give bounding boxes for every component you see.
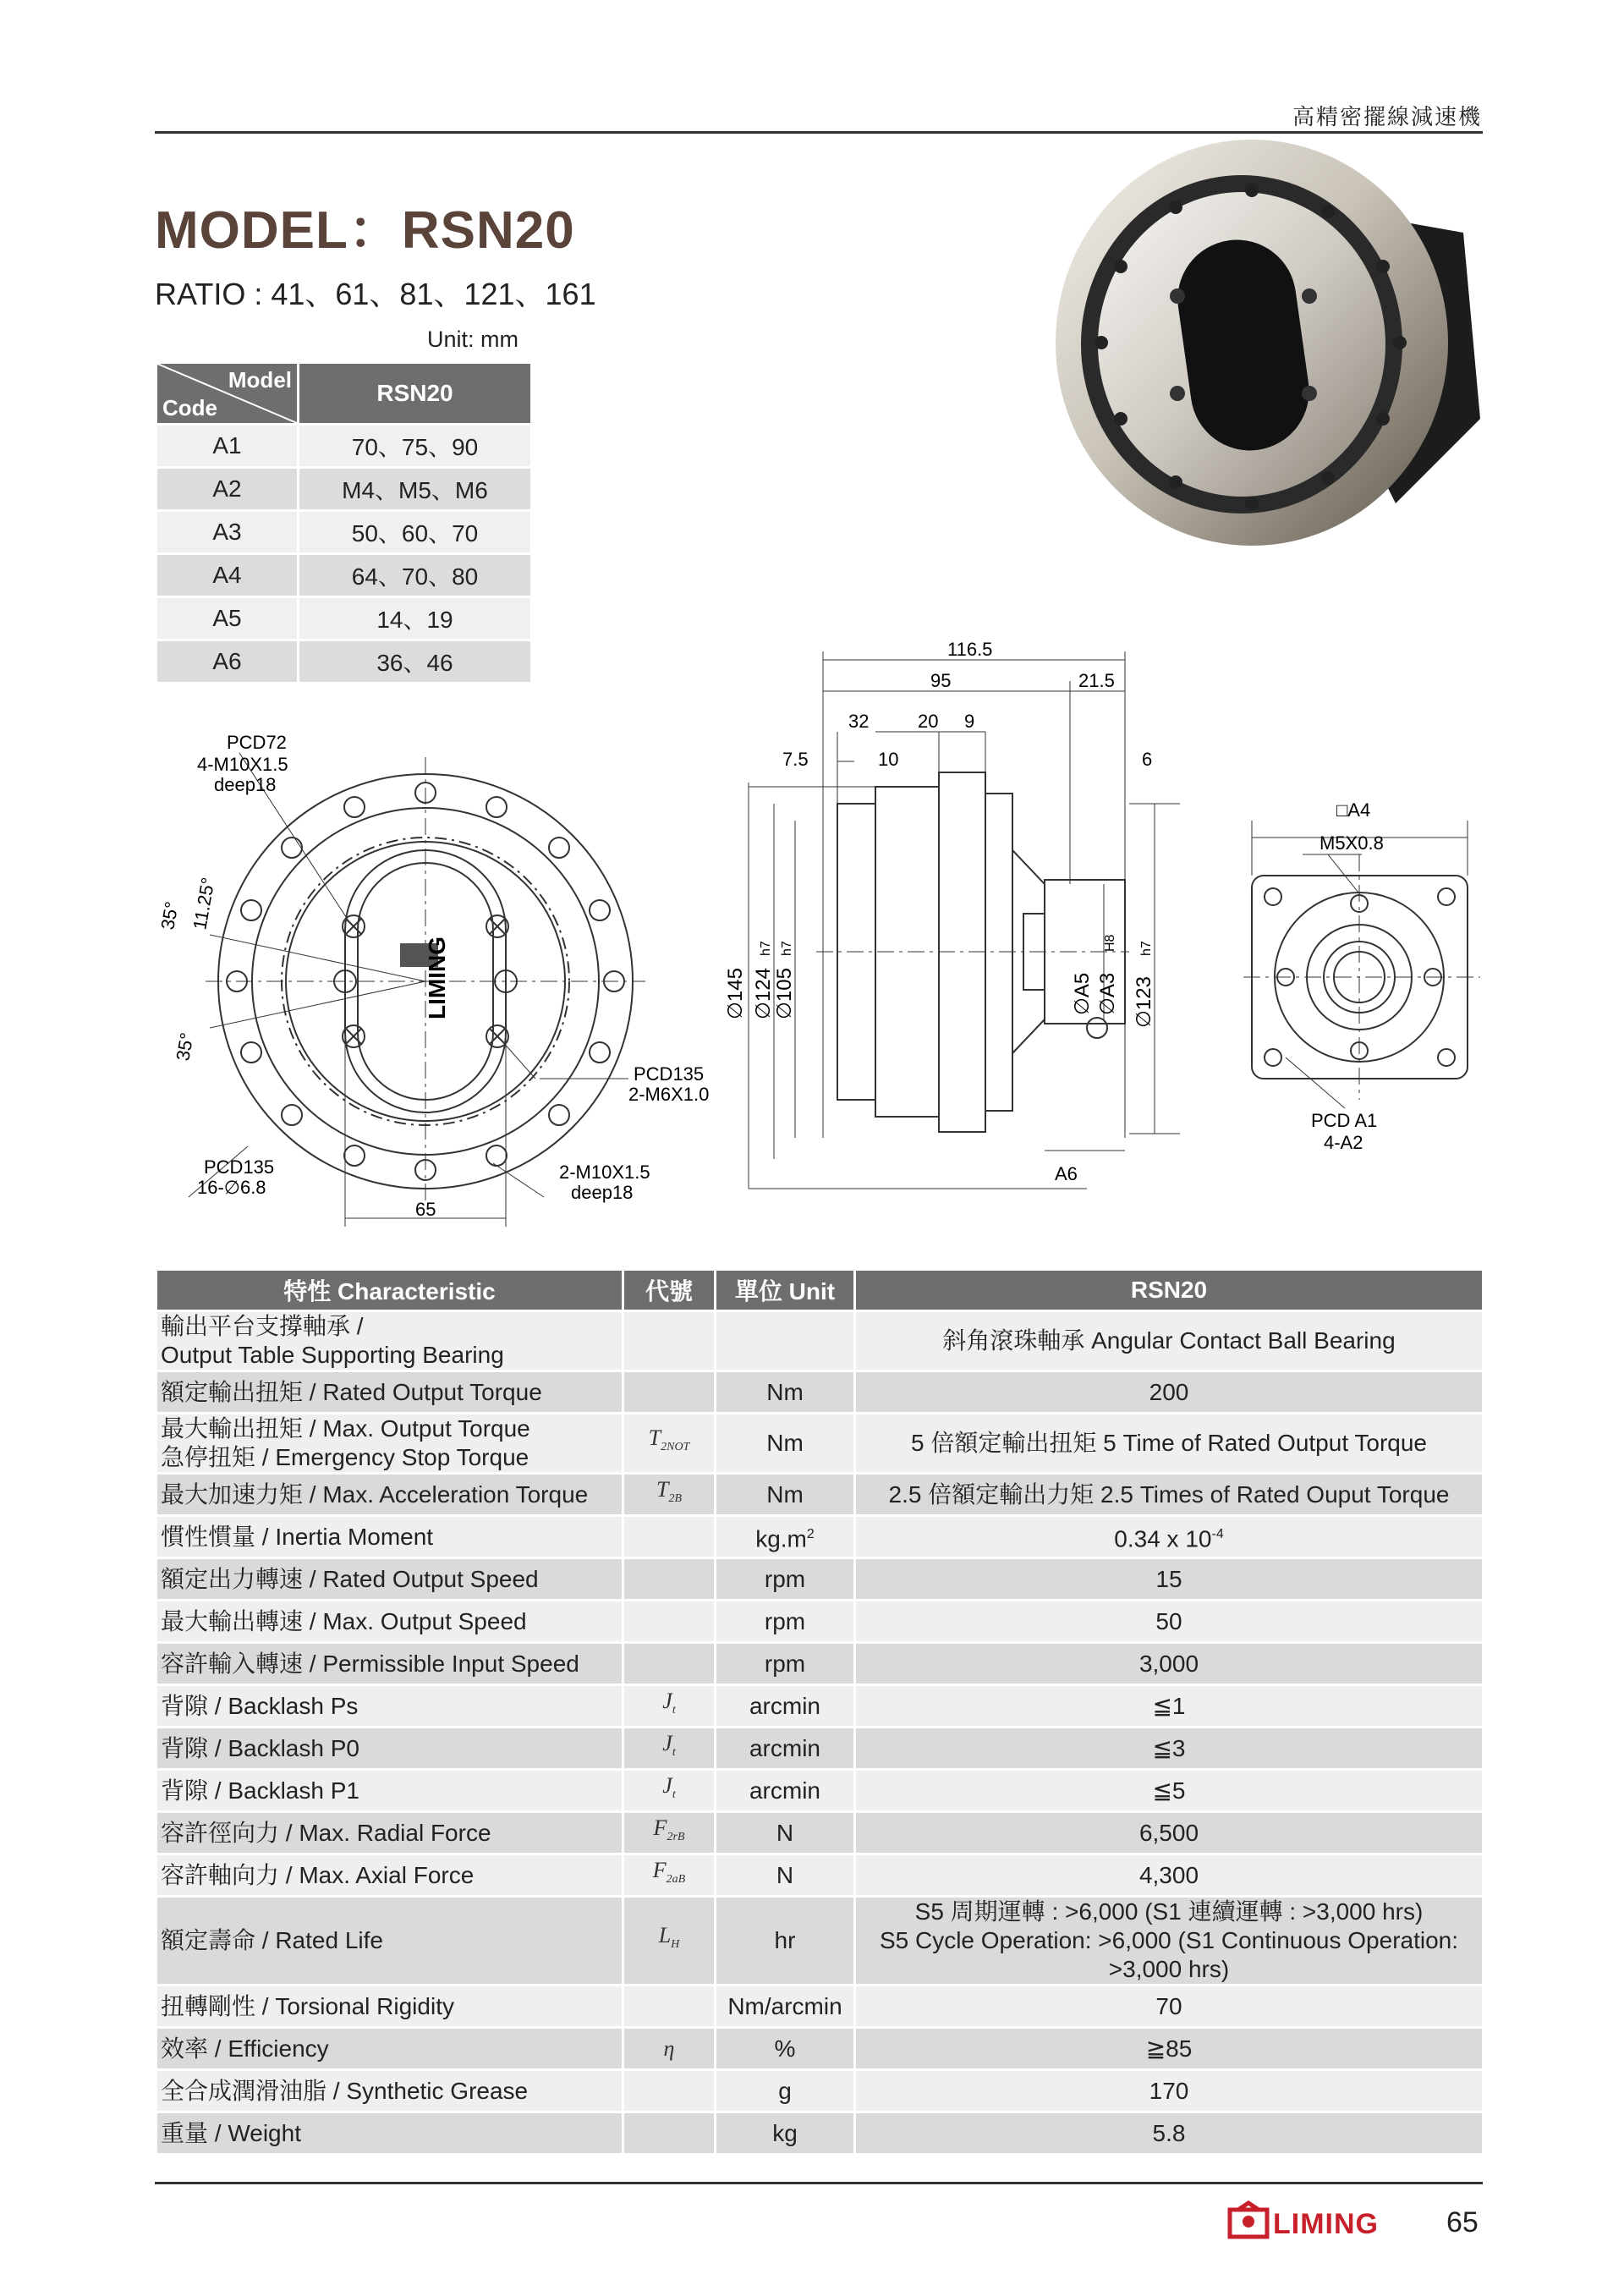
value-cell: M4、M5、M6 [299, 466, 530, 509]
m6-label: 2-M6X1.0 [628, 1084, 710, 1105]
model-title: MODEL：RSN20 [155, 201, 575, 260]
value-text: 170 [1149, 2077, 1189, 2104]
spec-value [856, 1768, 1482, 1810]
front-view-drawing [155, 723, 730, 1231]
value-text: 200 [1149, 1378, 1189, 1405]
spec-name-line: 全合成潤滑油脂 / Synthetic Grease [161, 2077, 529, 2104]
spec-row [157, 2068, 1482, 2111]
dim-95: 95 [930, 670, 952, 691]
col-characteristic: 特性 Characteristic [157, 1271, 624, 1310]
value-text: 50 [1155, 1607, 1182, 1634]
unit-text: % [774, 2035, 796, 2062]
unit-text: hr [774, 1927, 796, 1953]
spec-value [856, 2111, 1482, 2153]
spec-unit [716, 2068, 856, 2111]
unit-text: arcmin [749, 1692, 820, 1719]
spec-name-line: 額定出力轉速 / Rated Output Speed [161, 1565, 539, 1592]
unit-text: Nm [766, 1480, 804, 1508]
symbol-subscript: t [672, 1746, 676, 1760]
code-cell: A2 [157, 466, 299, 509]
spec-name-line: 容許輸入轉速 / Permissible Input Speed [161, 1650, 579, 1677]
value-line [859, 1692, 1479, 1721]
code-row [157, 423, 530, 466]
spec-value [856, 1726, 1482, 1768]
spec-row [157, 2111, 1482, 2153]
spec-symbol [624, 1370, 716, 1412]
value-line [859, 1378, 1479, 1407]
spec-unit [716, 1684, 856, 1726]
spec-row [157, 1370, 1482, 1412]
value-line [859, 1819, 1479, 1848]
spec-row [157, 1853, 1482, 1895]
spec-name-line: 最大輸出扭矩 / Max. Output Torque [161, 1415, 530, 1442]
spec-name-line: 容許軸向力 / Max. Axial Force [161, 1861, 475, 1888]
col-rsn20: RSN20 [856, 1271, 1482, 1310]
value-text: ≦1 [1152, 1692, 1186, 1719]
dim-a5: ∅A5 [1071, 972, 1094, 1015]
spec-row [157, 1310, 1482, 1370]
value-line [859, 1327, 1479, 1355]
spec-symbol [624, 2068, 716, 2111]
spec-unit [716, 1370, 856, 1412]
value-line [859, 1650, 1479, 1678]
spec-row [157, 1984, 1482, 2026]
col-code: 代號 [624, 1271, 716, 1310]
spec-value [856, 1370, 1482, 1412]
pcd72-label: PCD72 [227, 732, 287, 753]
unit-text: rpm [764, 1607, 806, 1634]
spec-name [157, 1412, 624, 1472]
tol-h8: H8 [1103, 934, 1117, 952]
unit-text: Nm [766, 1430, 804, 1456]
spec-value [856, 1853, 1482, 1895]
pcd135-label-a: PCD135 [634, 1063, 705, 1085]
spec-name [157, 2068, 624, 2111]
spec-row [157, 1412, 1482, 1472]
deep18-label-a: deep18 [214, 774, 277, 795]
angle-35a: 35° [156, 899, 183, 931]
spec-name [157, 1726, 624, 1768]
symbol-letter: η [663, 2035, 675, 2061]
spec-name [157, 1768, 624, 1810]
dim-145: ∅145 [724, 968, 747, 1019]
m10-label-a: 4-M10X1.5 [197, 754, 288, 775]
spec-name-line: 輸出平台支撐軸承 / [161, 1313, 364, 1339]
spec-name [157, 2026, 624, 2068]
value-line [859, 2077, 1479, 2106]
spec-symbol [624, 1810, 716, 1853]
code-cell: A6 [157, 639, 299, 682]
value-line [859, 1861, 1479, 1890]
spec-symbol [624, 1684, 716, 1726]
value-line [859, 1898, 1479, 1926]
dim-65: 65 [415, 1199, 436, 1220]
spec-unit [716, 1768, 856, 1810]
spec-row [157, 1472, 1482, 1514]
spec-name [157, 1684, 624, 1726]
value-text: 70 [1155, 1992, 1182, 2019]
angle-1125: 11.25° [189, 876, 219, 931]
value-text: 15 [1155, 1565, 1182, 1592]
spec-value [856, 1310, 1482, 1370]
symbol-letter: L [658, 1923, 672, 1948]
code-table-corner [157, 364, 299, 423]
spec-name-line: 扭轉剛性 / Torsional Rigidity [161, 1992, 454, 2019]
spec-row [157, 1514, 1482, 1557]
spec-symbol [624, 1768, 716, 1810]
dim-105: ∅105 [773, 968, 796, 1019]
spec-value [856, 1895, 1482, 1984]
spec-symbol [624, 1599, 716, 1641]
spec-name-line: 背隙 / Backlash Ps [161, 1692, 359, 1719]
spec-unit [716, 1310, 856, 1370]
col-unit: 單位 Unit [716, 1271, 856, 1310]
value-line [859, 1429, 1479, 1458]
spec-name-line: 效率 / Efficiency [161, 2035, 329, 2062]
spec-name [157, 1370, 624, 1412]
a4-label: □A4 [1336, 799, 1371, 821]
unit-superscript: 2 [806, 1526, 815, 1541]
value-line [859, 1565, 1479, 1594]
flange-view-drawing [1235, 795, 1489, 1167]
code-cell: A3 [157, 509, 299, 552]
spec-value [856, 1984, 1482, 2026]
pcd-a1-label: PCD A1 [1311, 1110, 1378, 1131]
spec-symbol [624, 1895, 716, 1984]
value-text: 斜角滾珠軸承 Angular Contact Ball Bearing [942, 1327, 1396, 1354]
spec-row [157, 1810, 1482, 1853]
spec-value [856, 1514, 1482, 1557]
footer-brand: LIMING [1273, 2208, 1379, 2240]
symbol-letter: T [648, 1425, 661, 1451]
value-cell: 64、70、80 [299, 552, 530, 596]
page-number: 65 [1446, 2206, 1479, 2238]
spec-value [856, 1810, 1482, 1853]
header-title: 高精密擺線減速機 [1292, 104, 1482, 129]
spec-symbol [624, 1412, 716, 1472]
spec-value [856, 1599, 1482, 1641]
value-text: 3,000 [1138, 1650, 1199, 1677]
value-text: 2.5 倍額定輸出力矩 2.5 Times of Rated Ouput Torque [888, 1480, 1450, 1508]
model-header: Model [228, 367, 292, 393]
spec-name [157, 1810, 624, 1853]
spec-row [157, 1895, 1482, 1984]
rsn20-header: RSN20 [299, 364, 530, 423]
m10-label-b: 2-M10X1.5 [559, 1162, 650, 1183]
spec-row [157, 1641, 1482, 1684]
spec-unit [716, 1810, 856, 1853]
dim-123: ∅123 [1133, 976, 1155, 1028]
liming-logo-icon [1226, 2201, 1270, 2238]
spec-symbol [624, 1310, 716, 1370]
spec-unit [716, 1557, 856, 1599]
footer-rule [155, 2182, 1483, 2184]
value-text: 0.34 x 10 [1114, 1525, 1212, 1552]
spec-value [856, 1412, 1482, 1472]
value-cell: 50、60、70 [299, 509, 530, 552]
dim-7-5: 7.5 [782, 749, 809, 770]
angle-35b: 35° [172, 1030, 198, 1063]
unit-label: Unit: mm [427, 327, 518, 352]
spec-unit [716, 1599, 856, 1641]
code-row [157, 509, 530, 552]
m5-label: M5X0.8 [1320, 832, 1384, 854]
spec-symbol [624, 1514, 716, 1557]
spec-symbol [624, 2026, 716, 2068]
spec-name-line: 額定壽命 / Rated Life [161, 1927, 383, 1953]
spec-name-line: 背隙 / Backlash P0 [161, 1734, 359, 1761]
value-text: ≦3 [1152, 1734, 1186, 1761]
symbol-letter: J [662, 1772, 672, 1798]
value-cell: 14、19 [299, 596, 530, 639]
value-line [859, 1520, 1479, 1553]
dim-32: 32 [848, 711, 870, 732]
symbol-subscript: 2aB [666, 1873, 686, 1887]
spec-name [157, 1641, 624, 1684]
code-cell: A5 [157, 596, 299, 639]
symbol-subscript: t [672, 1704, 676, 1717]
spec-row [157, 1599, 1482, 1641]
code-header: Code [162, 395, 217, 420]
spec-row [157, 1684, 1482, 1726]
value-line [859, 2035, 1479, 2063]
unit-text: Nm/arcmin [727, 1992, 842, 2019]
spec-name [157, 1514, 624, 1557]
spec-name-line: 急停扭矩 / Emergency Stop Torque [161, 1444, 529, 1470]
value-line [859, 1992, 1479, 2021]
dim-9: 9 [964, 711, 975, 732]
dim-a6: A6 [1055, 1163, 1078, 1184]
code-cell: A1 [157, 423, 299, 466]
value-cell: 36、46 [299, 639, 530, 682]
spec-name-line: 重量 / Weight [161, 2119, 301, 2146]
holes-label: 16-∅6.8 [197, 1177, 266, 1198]
value-text: 5 倍額定輸出扭矩 5 Time of Rated Output Torque [910, 1430, 1427, 1456]
spec-symbol [624, 2111, 716, 2153]
value-line [859, 1734, 1479, 1763]
unit-text: N [776, 1861, 794, 1888]
dim-124: ∅124 [752, 968, 775, 1019]
spec-name [157, 1895, 624, 1984]
symbol-letter: J [662, 1688, 672, 1713]
dim-a3: ∅A3 [1096, 972, 1119, 1015]
unit-text: Nm [766, 1378, 804, 1405]
dim-6: 6 [1142, 749, 1153, 770]
dim-21-5: 21.5 [1078, 670, 1115, 691]
spec-name [157, 2111, 624, 2153]
spec-value [856, 1472, 1482, 1514]
value-line: >3,000 hrs) [1108, 1956, 1230, 1982]
unit-text: g [778, 2077, 792, 2104]
value-cell: 70、75、90 [299, 423, 530, 466]
spec-value [856, 1557, 1482, 1599]
symbol-subscript: t [672, 1788, 676, 1802]
unit-text: rpm [764, 1565, 806, 1592]
drawing-logo-text: LIMING [424, 937, 450, 1019]
spec-row [157, 1768, 1482, 1810]
dim-116-5: 116.5 [947, 639, 993, 660]
value-text: 5.8 [1152, 2119, 1186, 2146]
spec-symbol [624, 1726, 716, 1768]
code-row [157, 552, 530, 596]
pcd135-label-b: PCD135 [204, 1156, 275, 1178]
value-superscript: -4 [1211, 1526, 1224, 1541]
spec-value [856, 1684, 1482, 1726]
unit-text: arcmin [749, 1734, 820, 1761]
unit-text: kg [772, 2119, 798, 2146]
spec-value [856, 2068, 1482, 2111]
spec-unit [716, 1726, 856, 1768]
symbol-letter: J [662, 1730, 672, 1755]
unit-text: rpm [764, 1650, 806, 1677]
dim-20: 20 [918, 711, 939, 732]
spec-symbol [624, 1641, 716, 1684]
spec-name [157, 1984, 624, 2026]
value-text: 6,500 [1138, 1819, 1199, 1846]
spec-unit [716, 2026, 856, 2068]
dim-10: 10 [878, 749, 899, 770]
spec-name-line: 最大加速力矩 / Max. Acceleration Torque [161, 1480, 589, 1508]
spec-name [157, 1557, 624, 1599]
spec-unit [716, 1412, 856, 1472]
spec-name [157, 1310, 624, 1370]
value-line [859, 1777, 1479, 1805]
value-text: ≧85 [1145, 2035, 1193, 2062]
spec-row [157, 1557, 1482, 1599]
spec-unit [716, 1984, 856, 2026]
product-photo [1040, 148, 1489, 579]
spec-row [157, 2026, 1482, 2068]
spec-unit [716, 1472, 856, 1514]
value-text: 4,300 [1138, 1861, 1199, 1888]
symbol-subscript: H [671, 1938, 680, 1952]
symbol-subscript: 2B [668, 1492, 683, 1506]
symbol-subscript: 2rB [667, 1831, 685, 1844]
code-table [157, 364, 530, 682]
side-view-drawing [724, 630, 1201, 1197]
ratio-text: RATIO : 41、61、81、121、161 [155, 277, 596, 311]
spec-name [157, 1472, 624, 1514]
spec-unit [716, 1514, 856, 1557]
code-row [157, 596, 530, 639]
value-line [859, 1607, 1479, 1636]
spec-unit [716, 1895, 856, 1984]
spec-value [856, 1641, 1482, 1684]
spec-name-line: 慣性慣量 / Inertia Moment [161, 1523, 434, 1550]
spec-name-line: 額定輸出扭矩 / Rated Output Torque [161, 1378, 542, 1405]
symbol-subscript: 2NOT [661, 1441, 690, 1454]
code-row [157, 466, 530, 509]
spec-symbol [624, 1853, 716, 1895]
spec-name [157, 1853, 624, 1895]
spec-symbol [624, 1557, 716, 1599]
unit-text: arcmin [749, 1777, 820, 1804]
spec-row [157, 1726, 1482, 1768]
symbol-letter: F [652, 1857, 667, 1882]
header-rule [155, 131, 1483, 134]
value-text: ≦5 [1152, 1777, 1186, 1804]
code-row [157, 639, 530, 682]
spec-name-line: Output Table Supporting Bearing [161, 1342, 504, 1368]
tol-h7-c: h7 [1139, 941, 1154, 956]
spec-table [157, 1271, 1482, 2153]
value-text: S5 周期運轉 : >6,000 (S1 連續運轉 : >3,000 hrs) [914, 1898, 1424, 1925]
symbol-letter: F [653, 1815, 667, 1840]
tol-h7-b: h7 [780, 941, 794, 956]
spec-value [856, 2026, 1482, 2068]
spec-unit [716, 1641, 856, 1684]
spec-symbol [624, 1472, 716, 1514]
symbol-letter: T [656, 1476, 669, 1502]
spec-name-line: 背隙 / Backlash P1 [161, 1777, 359, 1804]
unit-text: kg.m [755, 1525, 807, 1552]
spec-name-line: 容許徑向力 / Max. Radial Force [161, 1819, 491, 1846]
unit-text: N [776, 1819, 794, 1846]
spec-unit [716, 1853, 856, 1895]
spec-name-line: 最大輸出轉速 / Max. Output Speed [161, 1607, 527, 1634]
spec-name [157, 1599, 624, 1641]
value-line: S5 Cycle Operation: >6,000 (S1 Continuous Operation: [879, 1927, 1459, 1953]
deep18-label-b: deep18 [571, 1182, 634, 1203]
value-line [859, 2119, 1479, 2148]
tol-h7-a: h7 [759, 941, 773, 956]
a2-label: 4-A2 [1324, 1132, 1363, 1153]
code-cell: A4 [157, 552, 299, 596]
spec-symbol [624, 1984, 716, 2026]
value-line [859, 1480, 1479, 1509]
spec-unit [716, 2111, 856, 2153]
